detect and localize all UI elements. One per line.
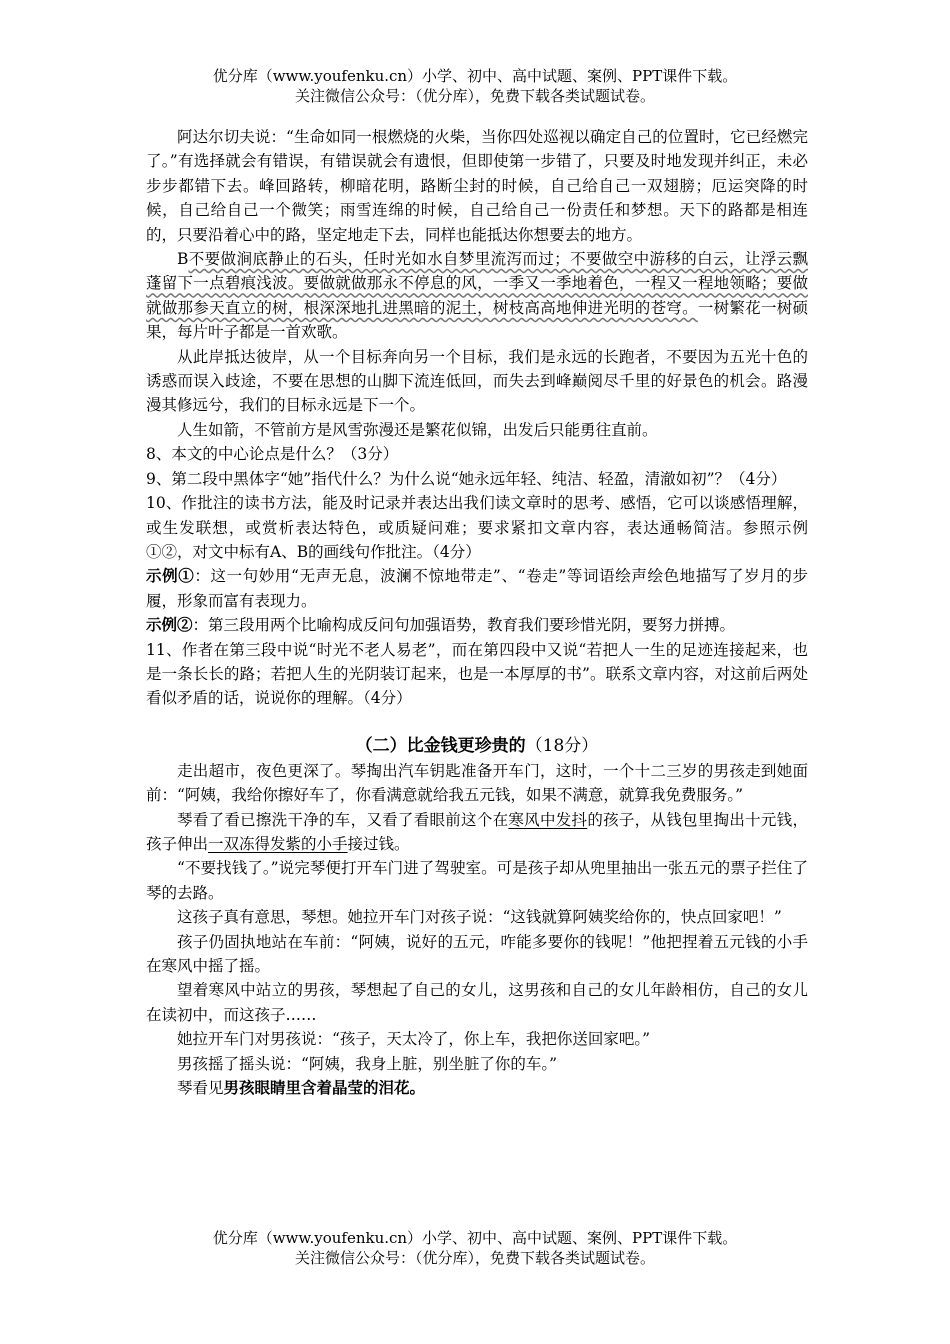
story-paragraph: 这孩子真有意思，琴想。她拉开车门对孩子说：“这钱就算阿姨奖给你的，快点回家吧！” <box>177 908 782 927</box>
paragraph: 阿达尔切夫说：“生命如同一根燃烧的火柴，当你四处巡视以确定自己的位置时，它已经燃完了。”有选择就会有错误，有错误就会有遗恨，但即使第一步错了，只要及时地发现并纠正，未必步步都错下去。峰回路转，柳暗花明，路断尘封的时候，自己给自己一双翅膀；厄运突降的时候，自己给自己一个微笑；雨雪连绵的时候，自己给自己一份责任和梦想。天下的路都是相连的，只要沿着心中的路，坚定地走下去，同样也能抵达你想要去的地方。 <box>146 128 808 244</box>
story-paragraph: 走出超市，夜色更深了。琴掏出汽车钥匙准备开车门，这时，一个十二三岁的男孩走到她面前：“阿姨，我给你擦好车了，你看满意就给我五元钱，如果不满意，就算我免费服务。” <box>146 761 808 805</box>
page-header <box>0 66 950 106</box>
example-2 <box>146 613 808 637</box>
question-11: 11、作者在第三段中说“时光不老人易老”，而在第四段中又说“若把人一生的足迹连接起来，也是一条长长的路；若把人生的光阴装订起来，也是一本厚厚的书”。联系文章内容，对这前后两处看似矛盾的话，说说你的理解。（4分） <box>146 640 808 708</box>
footer-line-2: 关注微信公众号：（优分库），免费下载各类试题试卷。 <box>294 1249 655 1267</box>
example-2-label: 示例② <box>146 615 193 635</box>
footer-line-1: 优分库（www.youfenku.cn）小学、初中、高中试题、案例、PPT课件下载。 <box>212 1229 738 1247</box>
underlined-phrase-2: 一双冻得发紫的小手 <box>208 834 348 853</box>
story-paragraph: “不要找钱了。”说完琴便打开车门进了驾驶室。可是孩子却从兜里抽出一张五元的票子拦住了琴的去路。 <box>146 859 808 902</box>
story-text: 琴看了看已擦洗干净的车，又看了看眼前这个在 <box>177 810 509 829</box>
paragraph: 人生如箭，不管前方是风雪弥漫还是繁花似锦，出发后只能勇往直前。 <box>177 420 658 439</box>
story-text: 的孩子，从钱包里掏出十元钱，孩子伸出 <box>146 810 808 853</box>
story-text: 琴看见 <box>177 1079 224 1098</box>
question-9: 9、第二段中黑体字“她”指代什么？为什么说“她永远年轻、纯洁、轻盈，清澈如初”？（4分） <box>146 469 787 488</box>
header-line-1: 优分库（www.youfenku.cn）小学、初中、高中试题、案例、PPT课件下载。 <box>212 67 738 85</box>
question-8: 8、本文的中心论点是什么？（3分） <box>146 445 399 464</box>
story-paragraph <box>146 1076 808 1100</box>
section-title-bold: （二）比金钱更珍贵的 <box>355 735 526 756</box>
story-paragraph <box>146 808 808 857</box>
page-footer <box>0 1228 950 1268</box>
example-1-label: 示例① <box>146 566 195 586</box>
paragraph-text: 一树繁花一树硕果，每片叶子都是一首欢歌。 <box>146 298 808 342</box>
example-1-text: ：这一句妙用“无声无息，波澜不惊地带走”、“卷走”等词语绘声绘色地描写了岁月的步履，形象而富有表现力。 <box>146 567 808 610</box>
story-text: 接过钱。 <box>347 834 410 853</box>
wavy-underlined-sentence-b: 不要做涧底静止的石头，任时光如水自梦里流泻而过；不要做空中游移的白云，让浮云飘蓬留下一点碧痕浅波。要做就做那永不停息的风，一季又一季地着色，一程又一程地领略；要做就做那参天直立的树，根深深地扎进黑暗的泥土，树枝高高地伸进光明的苍穹。 <box>146 250 808 317</box>
bold-phrase: 男孩眼睛里含着晶莹的泪花。 <box>223 1078 426 1098</box>
example-2-text: ：第三段用两个比喻构成反问句加强语势，教育我们要珍惜光阴，要努力拼搏。 <box>192 616 736 635</box>
document-body <box>146 125 808 1100</box>
story-paragraph: 孩子仍固执地站在车前：“阿姨，说好的五元，咋能多要你的钱呢！”他把捏着五元钱的小手在寒风中摇了摇。 <box>146 932 808 975</box>
question-10: 10、作批注的读书方法，能及时记录并表达出我们读文章时的思考、感悟，它可以谈感悟理解，或生发联想，或赏析表达特色，或质疑问难；要求紧扣文章内容，表达通畅简洁。参照示例①②，对文中标有A、B的画线句作批注。（4分） <box>146 494 808 561</box>
story-paragraph: 她拉开车门对男孩说：“孩子，天太冷了，你上车，我把你送回家吧。” <box>177 1030 651 1049</box>
story-paragraph: 望着寒风中站立的男孩，琴想起了自己的女儿，这男孩和自己的女儿年龄相仿，自己的女儿在读初中，而这孩子…… <box>146 981 808 1024</box>
example-1 <box>146 564 808 613</box>
marker-b: B <box>177 250 189 269</box>
story-paragraph: 男孩摇了摇头说：“阿姨，我身上脏，别坐脏了你的车。” <box>177 1054 558 1073</box>
paragraph: 从此岸抵达彼岸，从一个目标奔向另一个目标，我们是永远的长跑者，不要因为五光十色的诱惑而误入歧途，不要在思想的山脚下流连低回，而失去到峰巅阅尽千里的好景色的机会。路漫漫其修远兮，我们的目标永远是下一个。 <box>146 347 808 415</box>
underlined-phrase-1: 寒风中发抖 <box>508 810 588 829</box>
paragraph-b <box>146 247 808 345</box>
header-line-2: 关注微信公众号：（优分库），免费下载各类试题试卷。 <box>294 87 655 105</box>
section-title <box>146 733 808 759</box>
section-score: （18分） <box>525 735 599 756</box>
